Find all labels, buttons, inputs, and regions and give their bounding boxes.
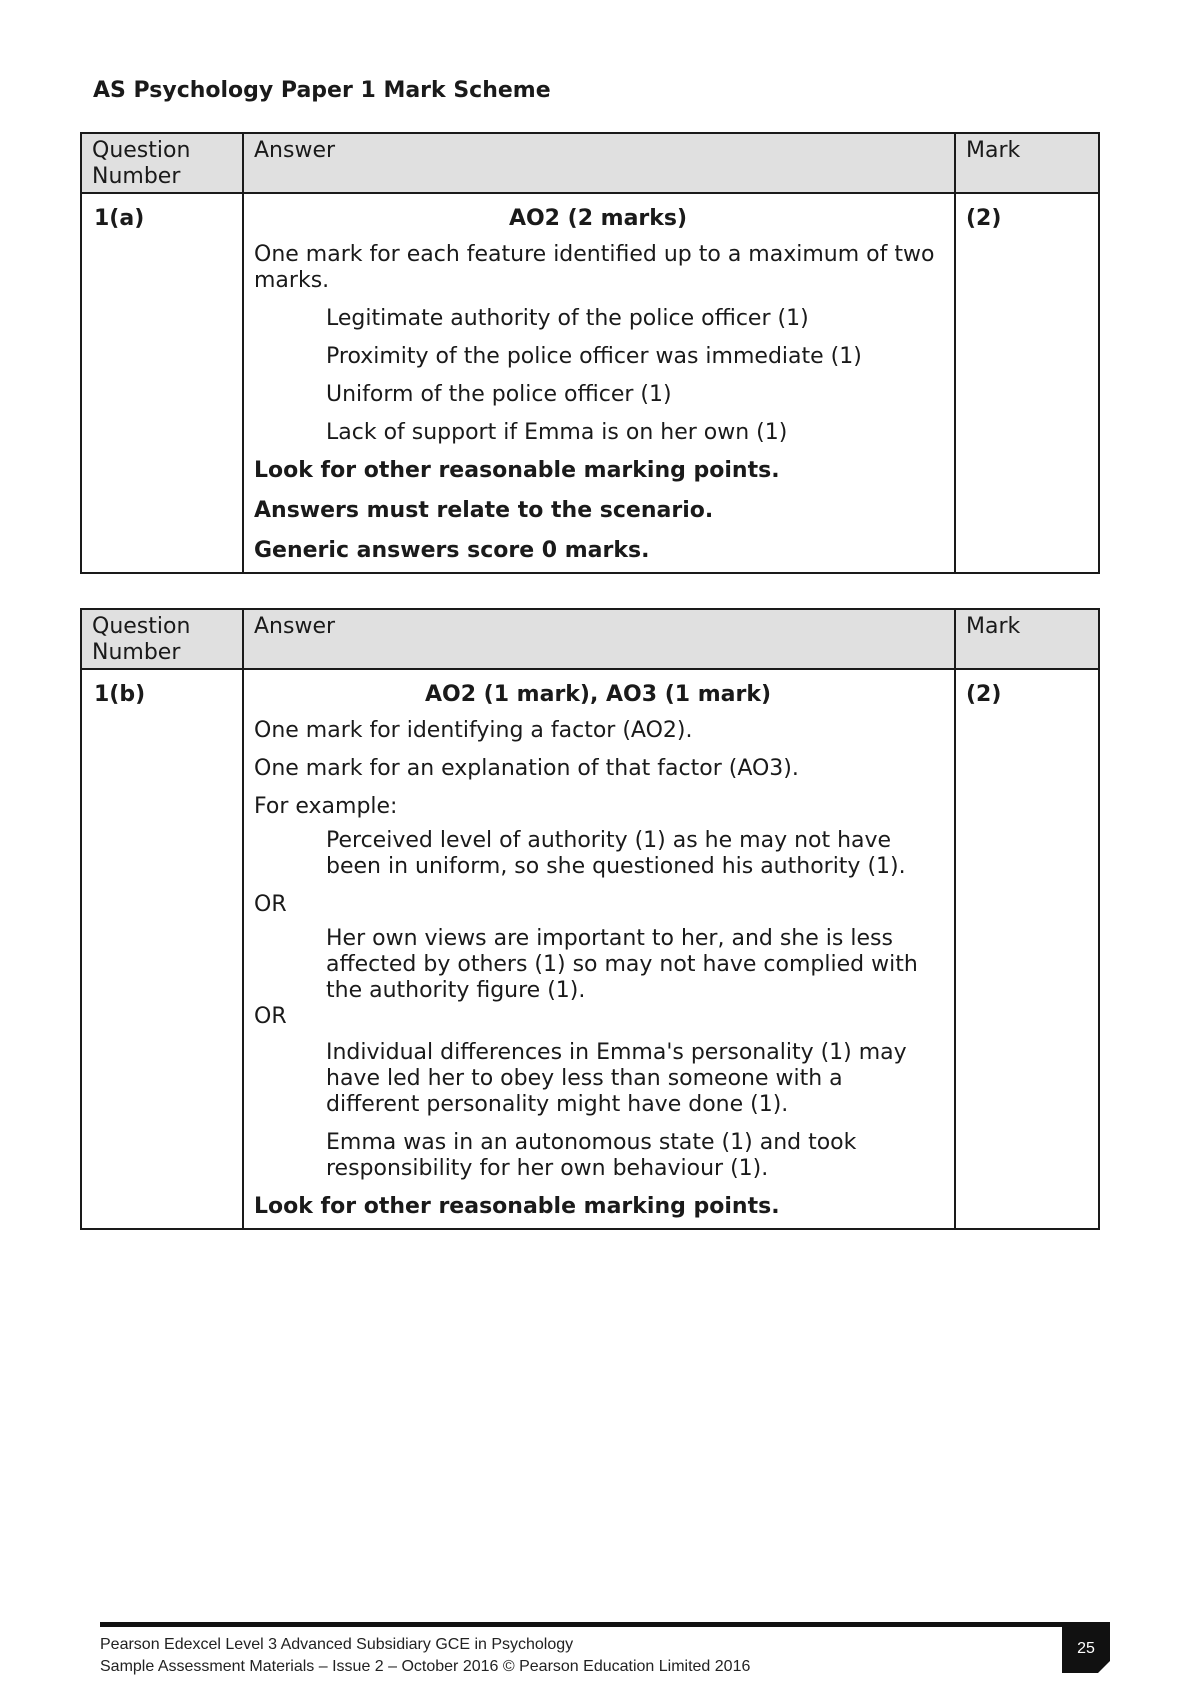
page-number: 25 [1062, 1625, 1110, 1673]
column-header-question: Question Number [81, 133, 243, 193]
mark-value: (2) [955, 669, 1099, 1229]
marking-note: Look for other reasonable marking points. [254, 1194, 780, 1219]
table-row [81, 669, 1099, 1229]
answer-cell [243, 669, 955, 1229]
column-header-answer: Answer [243, 133, 955, 193]
marking-point: Proximity of the police officer was immediate (1) [326, 344, 862, 369]
marking-point: Uniform of the police officer (1) [326, 382, 672, 407]
or-separator: OR [254, 1004, 287, 1029]
assessment-objective: AO2 (2 marks) [508, 206, 688, 231]
table-row [81, 193, 1099, 573]
example-label: For example: [254, 794, 398, 819]
marking-note: Generic answers score 0 marks. [254, 538, 650, 563]
table-header-row [81, 609, 1099, 669]
footer-qualification: Pearson Edexcel Level 3 Advanced Subsidiary GCE in Psychology [100, 1636, 574, 1653]
mark-scheme-table-1a [80, 132, 1100, 574]
marking-instruction: One mark for an explanation of that factor (AO3). [254, 756, 799, 781]
column-header-answer: Answer [243, 609, 955, 669]
marking-instruction: One mark for each feature identified up to a maximum of two marks. [254, 242, 935, 293]
or-separator: OR [254, 892, 287, 917]
marking-instruction: One mark for identifying a factor (AO2). [254, 718, 693, 743]
marking-note: Look for other reasonable marking points. [254, 458, 780, 483]
footer-issue: Sample Assessment Materials – Issue 2 – October 2016 © Pearson Education Limited 2016 [100, 1658, 751, 1675]
footer-rule [100, 1622, 1110, 1627]
page-number-notch [1098, 1661, 1110, 1673]
example-answer: Individual differences in Emma's personality (1) may have led her to obey less than someone with a different personality might have done (1). [326, 1040, 907, 1117]
marking-note: Answers must relate to the scenario. [254, 498, 714, 523]
column-header-mark: Mark [955, 133, 1099, 193]
marking-point: Legitimate authority of the police officer (1) [326, 306, 809, 331]
mark-value: (2) [955, 193, 1099, 573]
column-header-question: Question Number [81, 609, 243, 669]
question-number: 1(a) [81, 193, 243, 573]
column-header-mark: Mark [955, 609, 1099, 669]
example-answer: Emma was in an autonomous state (1) and took responsibility for her own behaviour (1). [326, 1130, 857, 1181]
question-number: 1(b) [81, 669, 243, 1229]
table-header-row [81, 133, 1099, 193]
mark-scheme-table-1b [80, 608, 1100, 1230]
answer-cell [243, 193, 955, 573]
example-answer: Her own views are important to her, and she is less affected by others (1) so may not have complied with the authority figure (1). [326, 926, 918, 1003]
page-title: AS Psychology Paper 1 Mark Scheme [93, 78, 551, 103]
example-answer: Perceived level of authority (1) as he may not have been in uniform, so she questioned his authority (1). [326, 828, 906, 879]
assessment-objective: AO2 (1 mark), AO3 (1 mark) [424, 682, 772, 707]
marking-point: Lack of support if Emma is on her own (1) [326, 420, 788, 445]
